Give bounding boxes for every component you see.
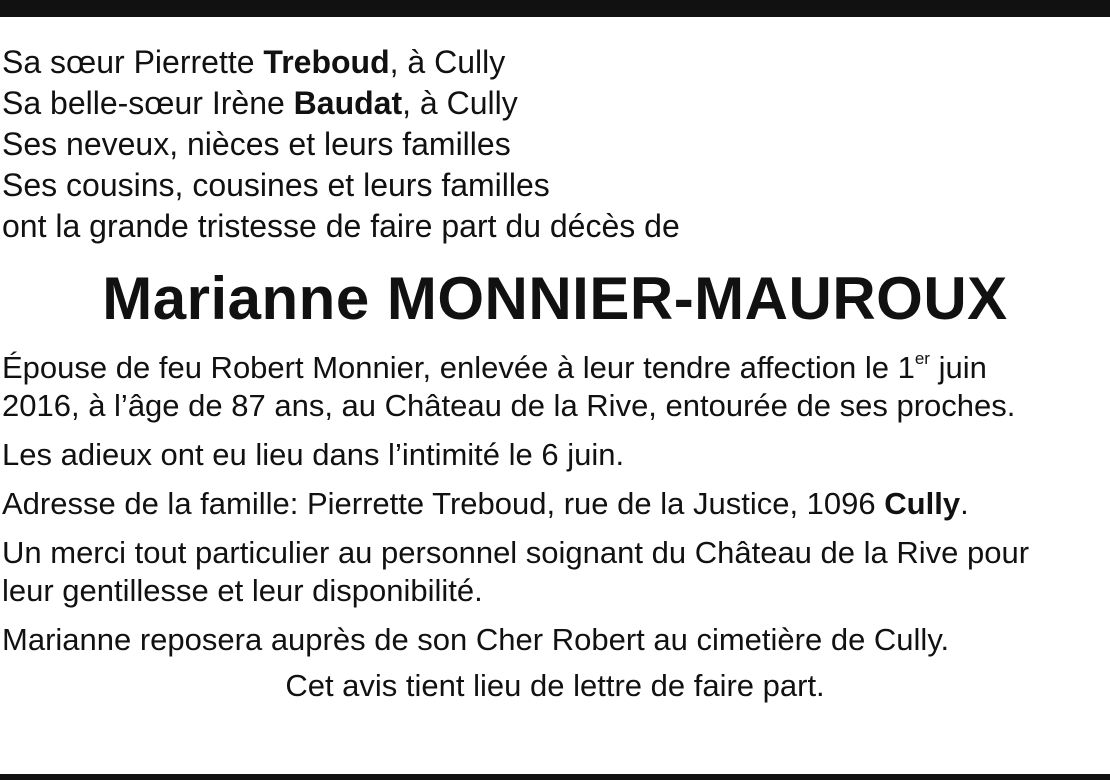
biography-paragraph: Épouse de feu Robert Monnier, enlevée à leur tendre affection le 1er juin 2016, à l’âge de 87 ans, au Château de la Rive, entourée de ses proches. — [2, 349, 1016, 423]
deceased-name: Marianne MONNIER-MAUROUX — [102, 265, 1008, 332]
family-line-sister: Sa sœur Pierrette Treboud, à Cully — [2, 44, 506, 80]
family-line-sister-in-law: Sa belle-sœur Irène Baudat, à Cully — [2, 85, 518, 121]
ordinal-superscript: er — [914, 349, 930, 368]
family-line-nephews: Ses neveux, nièces et leurs familles — [2, 126, 511, 162]
surname-treboud: Treboud — [263, 44, 390, 80]
town-cully: Cully — [884, 486, 961, 521]
burial-paragraph: Marianne reposera auprès de son Cher Robert au cimetière de Cully. — [2, 622, 950, 657]
thanks-paragraph: Un merci tout particulier au personnel soignant du Château de la Rive pour leur gentillesse et leur disponibilité. — [2, 535, 1030, 608]
closing-note: Cet avis tient lieu de lettre de faire part. — [285, 668, 825, 703]
farewell-paragraph: Les adieux ont eu lieu dans l’intimité le 6 juin. — [2, 437, 625, 472]
announcement-intro: ont la grande tristesse de faire part du décès de — [2, 208, 680, 244]
top-border-rule — [0, 0, 1110, 17]
family-address-paragraph: Adresse de la famille: Pierrette Treboud, rue de la Justice, 1096 Cully. — [2, 486, 969, 521]
bottom-border-rule — [0, 774, 1110, 780]
surname-baudat: Baudat — [293, 85, 403, 121]
family-line-cousins: Ses cousins, cousines et leurs familles — [2, 167, 550, 203]
obituary-notice — [0, 42, 1110, 705]
